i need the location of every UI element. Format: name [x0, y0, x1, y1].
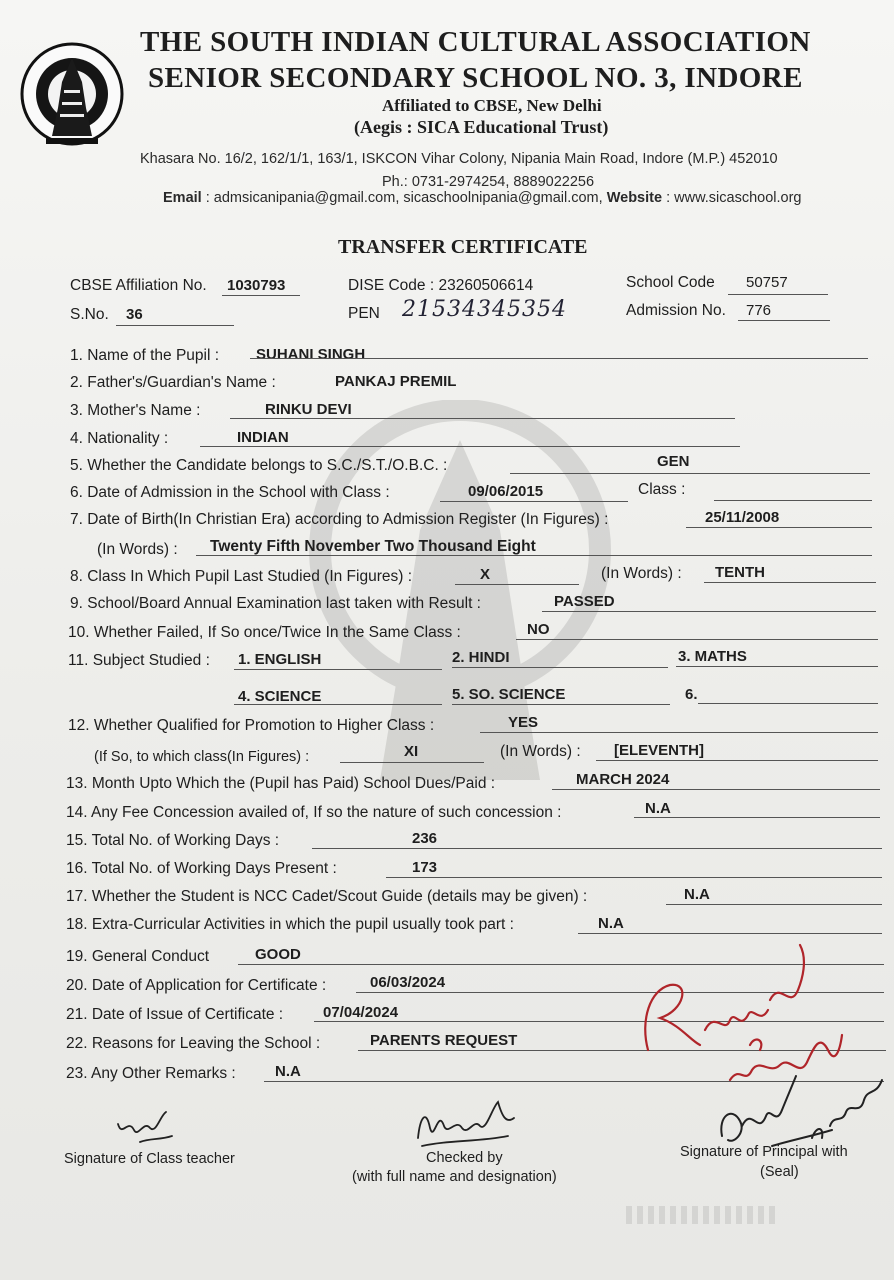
- email-label: Email: [163, 190, 202, 206]
- field-8-label: 8. Class In Which Pupil Last Studied (In Figures) :: [70, 568, 413, 585]
- field-23-label: 23. Any Other Remarks :: [66, 1065, 236, 1082]
- field-12-fig-label: (If So, to which class(In Figures) :: [94, 749, 310, 765]
- field-2-value: PANKAJ PREMIL: [335, 373, 457, 390]
- field-7-value: 25/11/2008: [705, 509, 780, 526]
- field-13-label: 13. Month Upto Which the (Pupil has Paid) School Dues/Paid :: [66, 775, 496, 792]
- field-12-value: YES: [508, 714, 539, 731]
- field-17-label: 17. Whether the Student is NCC Cadet/Scout Guide (details may be given) :: [66, 888, 588, 905]
- field-19-label: 19. General Conduct: [66, 948, 210, 965]
- sno-label: S.No.: [70, 306, 109, 323]
- field-20-label: 20. Date of Application for Certificate :: [66, 977, 327, 994]
- field-14-label: 14. Any Fee Concession availed of, If so the nature of such concession :: [66, 804, 562, 821]
- field-22-value: PARENTS REQUEST: [370, 1032, 518, 1049]
- field-2-label: 2. Father's/Guardian's Name :: [70, 374, 276, 391]
- website-label: Website: [606, 190, 663, 206]
- field-21-value: 07/04/2024: [323, 1004, 399, 1021]
- principal-label: Signature of Principal with: [680, 1144, 848, 1160]
- field-5-label: 5. Whether the Candidate belongs to S.C./S.T./O.B.C. :: [70, 457, 448, 474]
- field-17-value: N.A: [684, 886, 710, 903]
- subject-1: 1. ENGLISH: [238, 651, 322, 668]
- class-teacher-label: Signature of Class teacher: [64, 1151, 235, 1167]
- field-7-words-value: Twenty Fifth November Two Thousand Eight: [210, 538, 536, 555]
- sno-value: 36: [126, 306, 143, 323]
- field-7-words-label: (In Words) :: [97, 541, 178, 558]
- field-11-label: 11. Subject Studied :: [68, 652, 210, 669]
- aegis-text: (Aegis : SICA Educational Trust): [354, 117, 609, 137]
- field-8-words-value: TENTH: [715, 564, 765, 581]
- admission-value: 776: [746, 302, 772, 319]
- field-21-label: 21. Date of Issue of Certificate :: [66, 1006, 284, 1023]
- field-9-label: 9. School/Board Annual Examination last taken with Result :: [70, 595, 481, 612]
- pen-value: 21534345354: [402, 297, 567, 322]
- field-12-label: 12. Whether Qualified for Promotion to Higher Class :: [68, 717, 435, 734]
- field-3-value: RINKU DEVI: [265, 401, 352, 418]
- field-4-value: INDIAN: [237, 429, 289, 446]
- field-16-label: 16. Total No. of Working Days Present :: [66, 860, 337, 877]
- field-9-value: PASSED: [554, 593, 615, 610]
- dise-code: DISE Code : 23260506614: [348, 277, 534, 294]
- email-value: : admsicanipania@gmail.com, sicaschoolnipania@gmail.com,: [205, 190, 603, 206]
- field-23-value: N.A: [275, 1063, 301, 1080]
- field-6-value: 09/06/2015: [468, 483, 544, 500]
- field-3-label: 3. Mother's Name :: [70, 402, 201, 419]
- field-12-fig-value: XI: [404, 743, 419, 760]
- subject-3: 3. MATHS: [678, 648, 747, 665]
- field-6-label: 6. Date of Admission in the School with Class :: [70, 484, 390, 501]
- field-12-words-label: (In Words) :: [500, 743, 581, 760]
- field-13-value: MARCH 2024: [576, 771, 670, 788]
- cbse-affiliation-value: 1030793: [227, 277, 286, 294]
- field-10-value: NO: [527, 621, 550, 638]
- school-name-line1: THE SOUTH INDIAN CULTURAL ASSOCIATION: [140, 26, 811, 58]
- school-code-label: School Code: [626, 274, 715, 291]
- field-12-words-value: [ELEVENTH]: [614, 742, 704, 759]
- school-logo-icon: [20, 42, 124, 146]
- field-10-label: 10. Whether Failed, If So once/Twice In the Same Class :: [68, 624, 461, 641]
- field-6-class-label: Class :: [638, 481, 686, 498]
- admission-label: Admission No.: [626, 302, 726, 319]
- field-15-label: 15. Total No. of Working Days :: [66, 832, 280, 849]
- affiliation-text: Affiliated to CBSE, New Delhi: [382, 96, 602, 115]
- certificate-title: TRANSFER CERTIFICATE: [338, 236, 588, 258]
- subject-2: 2. HINDI: [452, 649, 510, 666]
- field-4-label: 4. Nationality :: [70, 430, 169, 447]
- field-15-value: 236: [412, 830, 438, 847]
- checked-by-label: Checked by: [426, 1150, 503, 1166]
- field-1-label: 1. Name of the Pupil :: [70, 347, 220, 364]
- field-18-label: 18. Extra-Curricular Activities in which the pupil usually took part :: [66, 916, 514, 933]
- field-16-value: 173: [412, 859, 438, 876]
- address-text: Khasara No. 16/2, 162/1/1, 163/1, ISKCON Vihar Colony, Nipania Main Road, Indore (M.P.) 452010: [140, 151, 778, 167]
- faint-stamp-mark: [626, 1206, 776, 1224]
- checked-by-sublabel: (with full name and designation): [352, 1169, 557, 1185]
- subject-4: 4. SCIENCE: [238, 688, 322, 705]
- field-5-value: GEN: [657, 453, 690, 470]
- school-code-value: 50757: [746, 274, 788, 291]
- contact-line: [163, 190, 801, 206]
- website-value: : www.sicaschool.org: [666, 190, 802, 206]
- field-1-value: SUHANI SINGH: [256, 346, 366, 363]
- field-7-label: 7. Date of Birth(In Christian Era) according to Admission Register (In Figures) :: [70, 511, 609, 528]
- field-8-value: X: [480, 566, 491, 583]
- field-20-value: 06/03/2024: [370, 974, 446, 991]
- field-22-label: 22. Reasons for Leaving the School :: [66, 1035, 321, 1052]
- phone-text: Ph.: 0731-2974254, 8889022256: [382, 174, 595, 190]
- pen-label: PEN: [348, 305, 380, 322]
- subject-6: 6.: [685, 686, 698, 703]
- principal-sublabel: (Seal): [760, 1164, 799, 1180]
- field-14-value: N.A: [645, 800, 671, 817]
- subject-5: 5. SO. SCIENCE: [452, 686, 566, 703]
- checked-by-signature-icon: [408, 1088, 538, 1152]
- field-8-words-label: (In Words) :: [601, 565, 682, 582]
- field-18-value: N.A: [598, 915, 624, 932]
- class-teacher-signature-icon: [110, 1108, 180, 1148]
- cbse-affiliation-label: CBSE Affiliation No.: [70, 277, 207, 294]
- field-19-value: GOOD: [255, 946, 301, 963]
- school-name-line2: SENIOR SECONDARY SCHOOL NO. 3, INDORE: [148, 62, 803, 94]
